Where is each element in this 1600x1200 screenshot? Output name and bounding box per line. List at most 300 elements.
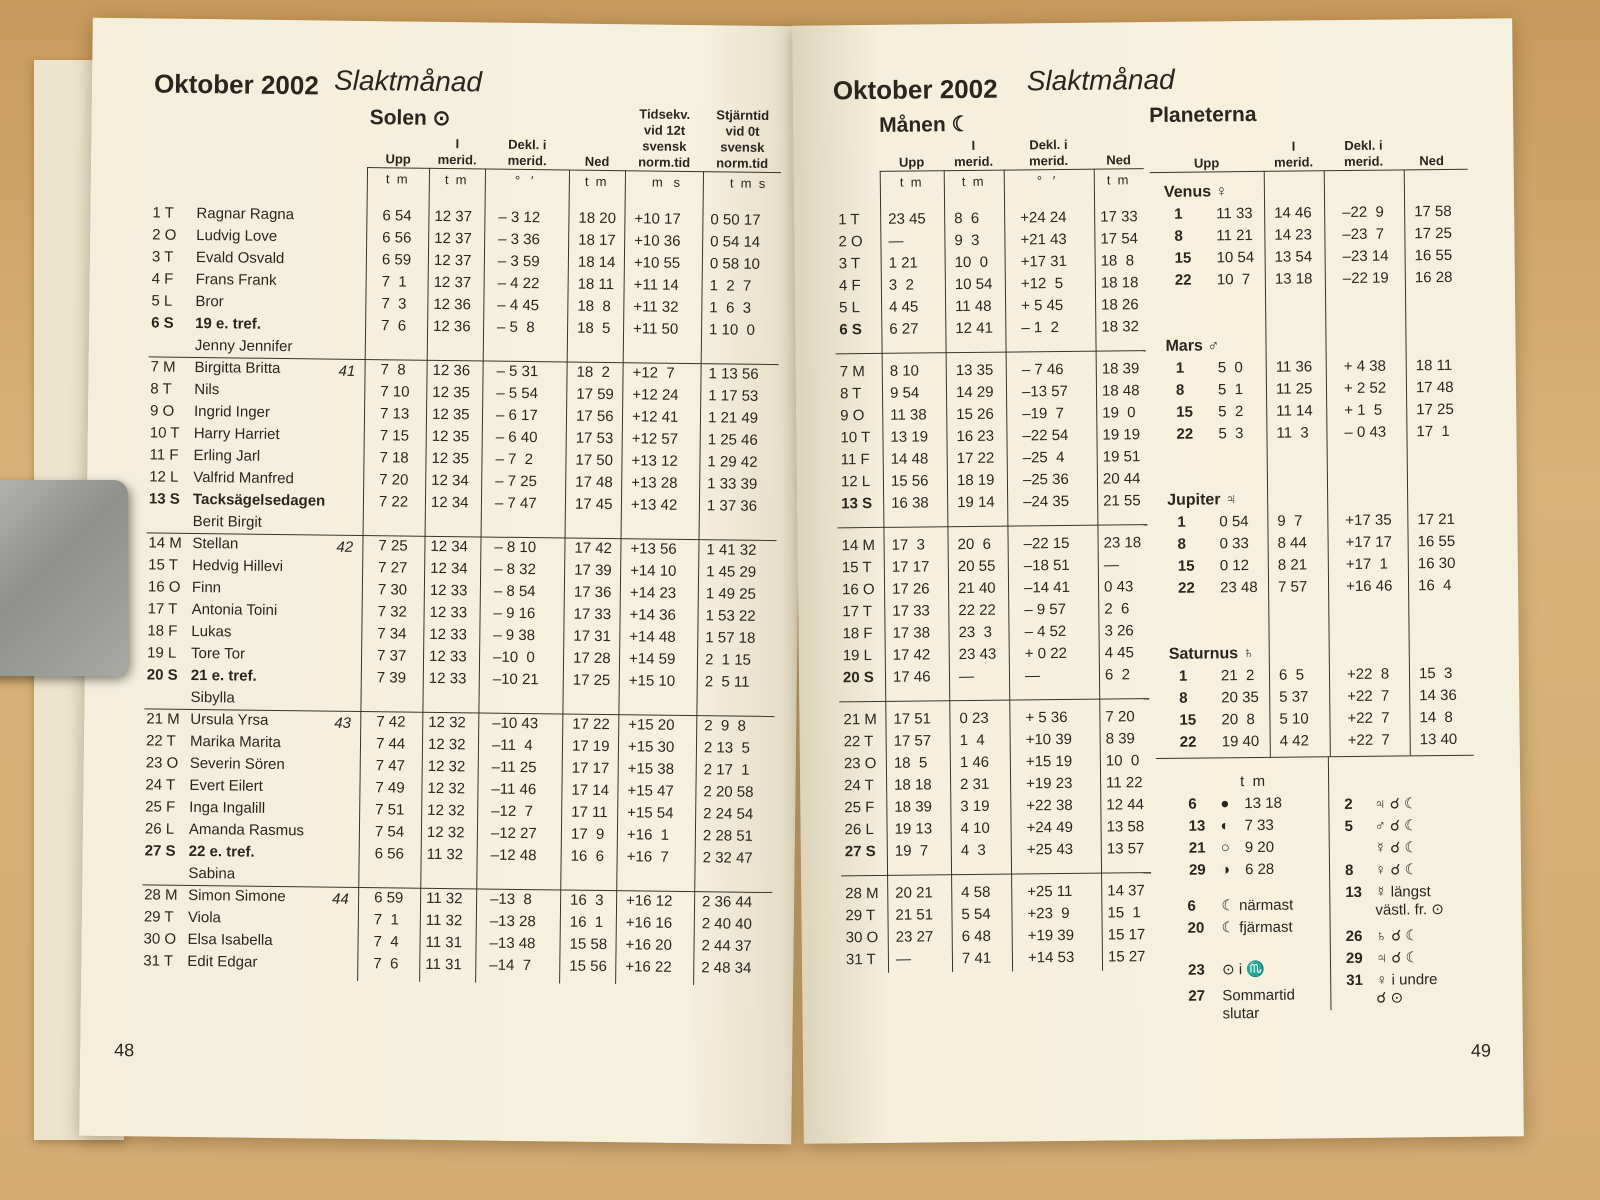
sun-name-24: Evert Eilert bbox=[189, 776, 263, 795]
sun-col-rule-3 bbox=[559, 170, 570, 984]
moon-day-17: 17 T bbox=[842, 602, 873, 621]
sun-set-2: 18 17 bbox=[578, 231, 616, 250]
moon-meridian-30: 6 48 bbox=[961, 927, 992, 946]
moon-header-3: Ned bbox=[1106, 152, 1131, 168]
moon-day-2: 2 O bbox=[838, 233, 863, 251]
sun-rise-9: 7 13 bbox=[379, 405, 410, 423]
sun-rise-30: 7 4 bbox=[373, 933, 399, 951]
sun-set-12: 17 48 bbox=[575, 473, 613, 492]
moon-meridian-19: 23 43 bbox=[958, 645, 997, 664]
moon-rise-17: 17 33 bbox=[892, 602, 930, 620]
moon-day-20: 20 S bbox=[842, 668, 874, 687]
sun-sidereal-5: 1 6 3 bbox=[709, 299, 752, 317]
moon-set-3: 18 8 bbox=[1100, 252, 1135, 270]
sun-name-25: Inga Ingalill bbox=[189, 798, 266, 817]
week-number-42: 42 bbox=[336, 538, 354, 556]
moon-declination-15: –18 51 bbox=[1023, 556, 1070, 575]
phase-day-0: 6 bbox=[1188, 795, 1197, 813]
sun-set-15: 17 39 bbox=[574, 561, 612, 580]
sun-name-4: Frans Frank bbox=[195, 270, 277, 289]
sun-set-31: 15 56 bbox=[569, 957, 607, 976]
moon-day-4: 4 F bbox=[838, 277, 861, 295]
moon-set-21: 7 20 bbox=[1105, 708, 1135, 726]
sun-set-28: 16 3 bbox=[570, 891, 604, 909]
sun-day-6: 6 S bbox=[151, 314, 174, 332]
sun-rise-15: 7 27 bbox=[378, 559, 408, 577]
moon-meridian-5: 11 48 bbox=[955, 297, 992, 316]
moon-declination-10: –22 54 bbox=[1022, 426, 1069, 445]
sun-day-23: 23 O bbox=[145, 754, 179, 772]
sun-column-headers bbox=[93, 18, 805, 27]
moon-declination-26: +24 49 bbox=[1026, 818, 1073, 837]
sun-set-11: 17 50 bbox=[575, 451, 614, 470]
sun-declination-7: – 5 31 bbox=[496, 362, 539, 381]
moon-declination-9: –19 7 bbox=[1022, 404, 1065, 423]
planet-0-day-0: 1 bbox=[1174, 205, 1183, 223]
sun-equation-18: +14 48 bbox=[629, 628, 676, 646]
sun-name-28: Simon Simone bbox=[188, 886, 286, 906]
sun-declination-17: – 9 16 bbox=[493, 604, 536, 623]
sun-rise-27: 6 56 bbox=[374, 845, 404, 863]
moon-day-14: 14 M bbox=[841, 536, 876, 555]
planet-2-meridian-3: 7 57 bbox=[1277, 578, 1308, 596]
planet-0-set-0: 17 58 bbox=[1414, 202, 1452, 221]
phase-symbol-3: ◑ bbox=[1220, 861, 1231, 879]
sun-name-29: Viola bbox=[187, 908, 222, 927]
moon-set-9: 19 0 bbox=[1102, 404, 1136, 422]
moon-declination-12: –25 36 bbox=[1022, 470, 1069, 489]
moon-meridian-7: 13 35 bbox=[955, 361, 994, 380]
moon-set-18: 3 26 bbox=[1104, 622, 1134, 640]
left-month-title: Oktober 2002 bbox=[153, 68, 319, 101]
aspect-day-7: 31 bbox=[1346, 971, 1363, 990]
moon-meridian-28: 4 58 bbox=[961, 883, 991, 902]
planet-1-declination-0: + 4 38 bbox=[1343, 357, 1386, 376]
planets-section-title: Planeterna bbox=[1149, 102, 1257, 128]
metal-weight bbox=[0, 480, 128, 676]
aspect-text-3: ♀ ☌ ☾ bbox=[1374, 861, 1419, 879]
planet-3-set-1: 14 36 bbox=[1419, 686, 1457, 705]
moon-set-15: — bbox=[1103, 556, 1119, 574]
sun-sidereal-7: 1 13 56 bbox=[708, 365, 759, 383]
planet-3-set-0: 15 3 bbox=[1418, 664, 1453, 683]
sun-meridian-1: 12 37 bbox=[434, 207, 473, 226]
planet-bottom-rule bbox=[1156, 755, 1474, 759]
sun-sidereal-30: 2 44 37 bbox=[701, 937, 752, 955]
moon-distance-text-1: ☾ fjärmast bbox=[1221, 918, 1293, 937]
moon-table bbox=[792, 18, 1512, 26]
sun-section-title: Solen ⊙ bbox=[369, 106, 451, 131]
events-col-rule bbox=[1328, 756, 1332, 1010]
left-page bbox=[79, 18, 805, 1145]
sun-rise-5: 7 3 bbox=[381, 295, 407, 313]
sun-name-14: Stellan bbox=[192, 534, 239, 553]
sun-sidereal-25: 2 24 54 bbox=[703, 805, 754, 823]
sun-day-14: 14 M bbox=[148, 534, 182, 552]
sun-meridian-31: 11 31 bbox=[425, 955, 462, 974]
moon-header-0: Upp bbox=[898, 154, 925, 170]
planet-0-rise-1: 11 21 bbox=[1216, 226, 1253, 245]
moon-day-24: 24 T bbox=[844, 776, 874, 795]
sun-name-23: Severin Sören bbox=[189, 754, 285, 774]
planet-0-rise-2: 10 54 bbox=[1216, 248, 1255, 267]
sun-meridian-3: 12 37 bbox=[433, 251, 472, 270]
sun-meridian-19: 12 33 bbox=[428, 647, 467, 666]
aspect-day-5: 26 bbox=[1345, 927, 1363, 946]
sun-set-25: 17 11 bbox=[571, 803, 608, 822]
moon-meridian-29: 5 54 bbox=[961, 905, 991, 924]
sun-day-18: 18 F bbox=[147, 622, 178, 640]
moon-declination-27: +25 43 bbox=[1026, 840, 1074, 859]
sun-meridian-4: 12 37 bbox=[433, 273, 472, 292]
phase-day-2: 21 bbox=[1188, 839, 1206, 857]
sun-sidereal-23: 2 17 1 bbox=[703, 761, 750, 779]
sun-meridian-29: 11 32 bbox=[425, 911, 463, 930]
sun-meridian-10: 12 35 bbox=[431, 427, 470, 446]
misc-event-text-0: ⊙ i ♏ bbox=[1221, 960, 1266, 979]
sun-day-13: 13 S bbox=[148, 490, 180, 508]
moon-day-13: 13 S bbox=[841, 494, 873, 513]
sun-set-13: 17 45 bbox=[574, 495, 613, 514]
planet-1-meridian-3: 11 3 bbox=[1276, 424, 1309, 442]
sun-rise-2: 6 56 bbox=[382, 229, 412, 247]
sun-rise-23: 7 47 bbox=[375, 757, 406, 775]
misc-event-text-1: Sommartid slutar bbox=[1222, 986, 1295, 1023]
sun-day-7: 7 M bbox=[150, 358, 176, 376]
moon-declination-8: –13 57 bbox=[1021, 382, 1068, 401]
planet-header-1: I merid. bbox=[1274, 138, 1314, 170]
sun-name-30: Elsa Isabella bbox=[187, 930, 273, 949]
sun-name-11: Erling Jarl bbox=[193, 446, 261, 465]
moon-day-23: 23 O bbox=[843, 754, 877, 773]
phase-time-3: 6 28 bbox=[1244, 860, 1275, 879]
sun-set-17: 17 33 bbox=[573, 605, 612, 624]
sun-equation-9: +12 41 bbox=[631, 408, 679, 426]
sun-declination-24: –11 46 bbox=[491, 780, 537, 799]
sun-day-22: 22 T bbox=[145, 732, 176, 750]
moon-meridian-13: 19 14 bbox=[957, 493, 995, 512]
phase-time-2: 9 20 bbox=[1244, 838, 1275, 857]
week-number-43: 43 bbox=[334, 714, 352, 732]
moon-declination-17: – 9 57 bbox=[1024, 600, 1067, 619]
sun-sidereal-14: 1 41 32 bbox=[706, 541, 757, 559]
moon-day-30: 30 O bbox=[845, 928, 879, 947]
sun-day-2: 2 O bbox=[152, 226, 177, 244]
sun-name-extra-13: Berit Birgit bbox=[192, 512, 262, 531]
moon-rise-24: 18 18 bbox=[894, 776, 932, 794]
sun-rise-11: 7 18 bbox=[379, 449, 409, 467]
sun-name-2: Ludvig Love bbox=[196, 226, 278, 245]
moon-declination-5: + 5 45 bbox=[1021, 296, 1064, 315]
sun-day-5: 5 L bbox=[151, 292, 173, 310]
sun-sidereal-26: 2 28 51 bbox=[702, 827, 754, 845]
sun-meridian-25: 12 32 bbox=[427, 801, 465, 820]
planet-0-set-1: 17 25 bbox=[1414, 224, 1453, 243]
moon-day-21: 21 M bbox=[843, 710, 877, 729]
sun-rise-22: 7 44 bbox=[375, 735, 406, 753]
sun-name-5: Bror bbox=[195, 292, 224, 311]
phase-time-1: 7 33 bbox=[1244, 816, 1274, 835]
planet-1-rise-1: 5 1 bbox=[1217, 381, 1244, 399]
moon-declination-21: + 5 36 bbox=[1025, 708, 1068, 727]
sun-equation-20: +15 10 bbox=[628, 672, 676, 690]
sun-set-26: 17 9 bbox=[570, 825, 605, 844]
moon-declination-28: +25 11 bbox=[1027, 882, 1073, 901]
sun-set-10: 17 53 bbox=[575, 429, 614, 448]
moon-meridian-15: 20 55 bbox=[957, 557, 996, 576]
sun-header-1: I merid. bbox=[437, 136, 477, 168]
planet-2-set-3: 16 4 bbox=[1417, 576, 1452, 595]
sun-day-29: 29 T bbox=[143, 908, 174, 926]
planet-name-1: Mars ♂ bbox=[1165, 337, 1220, 355]
sun-declination-25: –12 7 bbox=[491, 802, 534, 821]
planet-header-2: Dekl. i merid. bbox=[1344, 137, 1384, 170]
sun-declination-31: –14 7 bbox=[489, 956, 532, 975]
planet-2-set-2: 16 30 bbox=[1417, 554, 1456, 573]
moon-day-16: 16 O bbox=[841, 580, 875, 599]
aspect-day-3: 8 bbox=[1344, 861, 1354, 880]
moon-day-25: 25 F bbox=[844, 798, 875, 817]
sun-sidereal-9: 1 21 49 bbox=[707, 409, 759, 427]
sun-header-2: Dekl. i merid. bbox=[507, 136, 547, 169]
moon-day-31: 31 T bbox=[845, 950, 876, 969]
moon-set-4: 18 18 bbox=[1100, 274, 1139, 292]
planet-1-day-3: 22 bbox=[1176, 425, 1194, 443]
sun-day-16: 16 O bbox=[147, 578, 181, 596]
sun-day-20: 20 S bbox=[146, 666, 178, 684]
sun-meridian-23: 12 32 bbox=[427, 757, 466, 776]
planet-2-day-1: 8 bbox=[1177, 535, 1187, 553]
moon-unit-3: t m bbox=[1106, 172, 1129, 188]
sun-col-rule-2 bbox=[475, 168, 486, 982]
planet-0-declination-3: –22 19 bbox=[1342, 269, 1389, 288]
moon-declination-11: –25 4 bbox=[1022, 448, 1065, 467]
sun-day-9: 9 O bbox=[149, 402, 175, 420]
sun-equation-2: +10 36 bbox=[634, 232, 681, 250]
planets-table bbox=[792, 18, 1512, 26]
moon-day-10: 10 T bbox=[840, 429, 871, 447]
moon-header-1: I merid. bbox=[954, 137, 994, 170]
planet-3-rise-3: 19 40 bbox=[1221, 732, 1260, 751]
sun-equation-13: +13 42 bbox=[630, 496, 678, 514]
moon-day-8: 8 T bbox=[839, 385, 862, 403]
sun-name-27: 22 e. tref. bbox=[188, 842, 255, 861]
sun-set-4: 18 11 bbox=[577, 275, 615, 294]
sun-rise-6: 7 6 bbox=[381, 317, 407, 335]
planet-0-day-3: 22 bbox=[1174, 271, 1192, 289]
sun-declination-6: – 5 8 bbox=[497, 318, 535, 337]
sun-unit-2: ° ′ bbox=[514, 172, 534, 189]
sun-sidereal-15: 1 45 29 bbox=[706, 563, 757, 581]
sun-sidereal-19: 2 1 15 bbox=[704, 651, 752, 669]
sun-name-extra-6: Jenny Jennifer bbox=[194, 336, 293, 356]
moon-unit-2: ° ′ bbox=[1036, 173, 1056, 189]
planet-2-set-1: 16 55 bbox=[1417, 532, 1456, 551]
sun-rise-3: 6 59 bbox=[381, 251, 412, 269]
sun-meridian-13: 12 34 bbox=[430, 493, 469, 512]
sun-day-4: 4 F bbox=[151, 270, 174, 288]
planet-2-set-0: 17 21 bbox=[1417, 510, 1456, 529]
sun-set-9: 17 56 bbox=[575, 407, 614, 426]
sun-rise-31: 7 6 bbox=[373, 955, 399, 973]
moon-meridian-22: 1 4 bbox=[959, 731, 985, 750]
sun-meridian-12: 12 34 bbox=[431, 471, 469, 490]
planet-1-meridian-0: 11 36 bbox=[1275, 358, 1313, 376]
moon-declination-1: +24 24 bbox=[1020, 208, 1067, 227]
sun-set-1: 18 20 bbox=[578, 209, 617, 228]
planet-3-declination-3: +22 7 bbox=[1347, 731, 1390, 750]
aspect-text-0: ♃ ☌ ☾ bbox=[1374, 795, 1418, 813]
planet-2-declination-3: +16 46 bbox=[1345, 577, 1393, 596]
planet-3-day-2: 15 bbox=[1179, 711, 1197, 729]
sun-unit-4: m s bbox=[651, 174, 681, 190]
sun-header-5: Stjärntid vid 0t svensk norm.tid bbox=[716, 107, 770, 171]
sun-declination-21: –10 43 bbox=[492, 714, 539, 733]
planet-1-set-1: 17 48 bbox=[1415, 378, 1454, 397]
sun-rise-25: 7 51 bbox=[375, 801, 405, 819]
sun-declination-1: – 3 12 bbox=[498, 208, 541, 227]
sun-set-24: 17 14 bbox=[571, 781, 610, 800]
sun-equation-24: +15 47 bbox=[627, 782, 674, 800]
sun-declination-18: – 9 38 bbox=[493, 626, 536, 645]
sun-meridian-5: 12 36 bbox=[433, 295, 472, 314]
moon-set-8: 18 48 bbox=[1101, 382, 1140, 400]
sun-name-9: Ingrid Inger bbox=[193, 402, 271, 421]
planet-3-rise-0: 21 2 bbox=[1220, 666, 1255, 685]
sun-set-8: 17 59 bbox=[576, 385, 614, 404]
moon-set-17: 2 6 bbox=[1104, 600, 1130, 618]
sun-set-16: 17 36 bbox=[573, 583, 612, 602]
moon-day-27: 27 S bbox=[844, 842, 876, 861]
sun-meridian-21: 12 32 bbox=[428, 713, 466, 732]
aspect-day-6: 29 bbox=[1345, 949, 1363, 968]
sun-name-20: 21 e. tref. bbox=[190, 666, 257, 685]
planet-2-rise-0: 0 54 bbox=[1219, 513, 1249, 531]
planet-1-rise-2: 5 2 bbox=[1218, 403, 1244, 421]
planet-0-rise-3: 10 7 bbox=[1216, 271, 1251, 289]
planet-0-meridian-3: 13 18 bbox=[1274, 270, 1313, 288]
moon-set-14: 23 18 bbox=[1103, 534, 1142, 552]
moon-meridian-14: 20 6 bbox=[957, 535, 992, 554]
moon-rise-4: 3 2 bbox=[888, 276, 915, 294]
moon-rise-12: 15 56 bbox=[890, 472, 929, 490]
sun-equation-25: +15 54 bbox=[627, 804, 674, 822]
sun-sidereal-1: 0 50 17 bbox=[710, 211, 761, 229]
moon-meridian-11: 17 22 bbox=[956, 449, 995, 468]
planet-2-day-0: 1 bbox=[1177, 513, 1186, 531]
sun-declination-5: – 4 45 bbox=[497, 296, 540, 315]
sun-set-30: 15 58 bbox=[569, 935, 608, 954]
sun-sidereal-2: 0 54 14 bbox=[710, 233, 761, 251]
sun-sidereal-20: 2 5 11 bbox=[704, 673, 750, 691]
sun-name-3: Evald Osvald bbox=[195, 248, 285, 268]
moon-set-26: 13 58 bbox=[1106, 818, 1145, 836]
sun-equation-27: +16 7 bbox=[626, 848, 669, 866]
sun-rise-8: 7 10 bbox=[380, 383, 410, 401]
moon-meridian-21: 0 23 bbox=[959, 709, 989, 728]
sun-unit-0: t m bbox=[385, 171, 408, 187]
sun-meridian-14: 12 34 bbox=[430, 537, 469, 556]
sun-declination-11: – 7 2 bbox=[495, 450, 534, 469]
sun-equation-15: +14 10 bbox=[630, 562, 677, 580]
moon-rise-3: 1 21 bbox=[888, 254, 918, 272]
moon-declination-7: – 7 46 bbox=[1021, 360, 1064, 379]
sun-rise-26: 7 54 bbox=[374, 823, 405, 841]
moon-set-11: 19 51 bbox=[1102, 448, 1141, 466]
moon-declination-20: — bbox=[1024, 667, 1041, 685]
sun-declination-27: –12 48 bbox=[490, 846, 537, 865]
sun-equation-31: +16 22 bbox=[625, 958, 672, 976]
sun-name-22: Marika Marita bbox=[189, 732, 281, 752]
sun-equation-30: +16 20 bbox=[625, 936, 672, 954]
sun-unit-1: t m bbox=[444, 172, 467, 188]
sun-name-12: Valfrid Manfred bbox=[193, 468, 294, 488]
moon-rise-28: 20 21 bbox=[895, 884, 933, 902]
planet-3-declination-2: +22 7 bbox=[1347, 709, 1390, 728]
moon-set-25: 12 44 bbox=[1106, 796, 1144, 814]
planet-name-3: Saturnus ♄ bbox=[1168, 644, 1255, 663]
moon-set-23: 10 0 bbox=[1105, 752, 1140, 770]
sun-meridian-22: 12 32 bbox=[427, 735, 466, 754]
phase-symbol-1: ◐ bbox=[1220, 817, 1230, 835]
moon-rise-16: 17 26 bbox=[891, 580, 930, 598]
sun-rise-21: 7 42 bbox=[376, 713, 406, 731]
aspect-text-5: ♄ ☌ ☾ bbox=[1375, 927, 1419, 945]
sun-sidereal-27: 2 32 47 bbox=[702, 849, 753, 867]
moon-day-9: 9 O bbox=[840, 407, 865, 425]
moon-meridian-10: 16 23 bbox=[956, 427, 995, 446]
planet-3-rise-2: 20 8 bbox=[1221, 710, 1255, 729]
moon-day-7: 7 M bbox=[839, 363, 865, 381]
sun-declination-28: –13 8 bbox=[490, 890, 532, 909]
sun-set-23: 17 17 bbox=[571, 759, 610, 778]
moon-day-18: 18 F bbox=[842, 624, 873, 643]
planet-0-day-2: 15 bbox=[1174, 249, 1192, 267]
moon-declination-24: +19 23 bbox=[1026, 774, 1073, 793]
planet-header-3: Ned bbox=[1419, 152, 1444, 169]
sun-sidereal-31: 2 48 34 bbox=[701, 959, 752, 977]
sun-sidereal-16: 1 49 25 bbox=[705, 585, 757, 603]
planet-1-meridian-2: 11 14 bbox=[1276, 402, 1313, 420]
sun-rise-19: 7 37 bbox=[376, 647, 407, 665]
misc-event-day-1: 27 bbox=[1188, 987, 1206, 1005]
week-number-41: 41 bbox=[338, 362, 356, 380]
sun-sidereal-6: 1 10 0 bbox=[708, 321, 756, 339]
sun-set-5: 18 8 bbox=[577, 297, 611, 316]
phase-unit: t m bbox=[1240, 772, 1266, 791]
phase-day-1: 13 bbox=[1188, 817, 1206, 835]
moon-header-2: Dekl. i merid. bbox=[1028, 136, 1069, 169]
left-subtitle: Slaktmånad bbox=[333, 64, 483, 98]
planet-1-declination-3: – 0 43 bbox=[1344, 423, 1387, 442]
moon-meridian-1: 8 6 bbox=[954, 209, 980, 228]
sun-meridian-16: 12 33 bbox=[429, 581, 468, 600]
planet-3-meridian-0: 6 5 bbox=[1278, 666, 1305, 684]
sun-day-11: 11 F bbox=[149, 446, 179, 464]
planet-2-meridian-2: 8 21 bbox=[1277, 556, 1308, 574]
sun-day-3: 3 T bbox=[151, 248, 174, 266]
moon-rise-14: 17 3 bbox=[891, 536, 926, 554]
moon-rise-13: 16 38 bbox=[891, 494, 929, 512]
planet-3-meridian-3: 4 42 bbox=[1279, 732, 1309, 750]
moon-distance-day-0: 6 bbox=[1187, 897, 1196, 915]
sun-equation-28: +16 12 bbox=[626, 892, 673, 910]
planet-2-rise-3: 23 48 bbox=[1219, 578, 1258, 597]
sun-sidereal-29: 2 40 40 bbox=[701, 915, 752, 933]
sun-meridian-9: 12 35 bbox=[431, 405, 470, 424]
moon-set-7: 18 39 bbox=[1101, 360, 1140, 378]
moon-rise-31: — bbox=[895, 950, 912, 968]
